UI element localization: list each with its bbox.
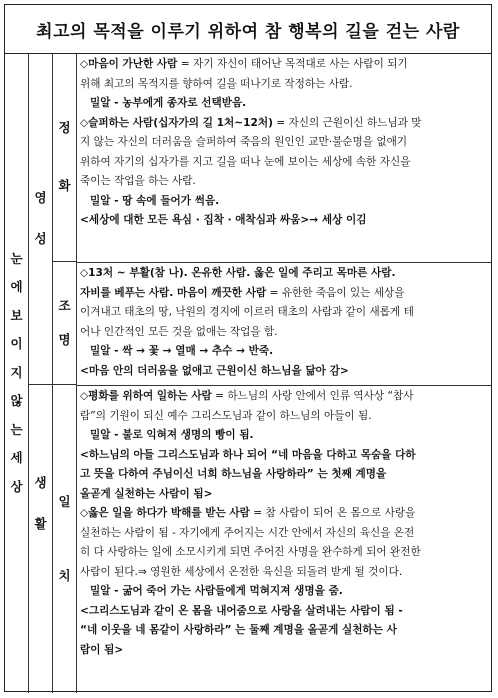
text-line: [80, 524, 487, 544]
vertical-label-char: 정: [58, 119, 71, 135]
line-heading: ◇슬퍼하는 사람(십자가의 길 1처~12처): [80, 116, 273, 129]
line-bold-text: 밀알 - 싹 → 꽃 → 열매 → 추수 → 반죽.: [90, 345, 274, 357]
line-text: = 하느님의 사랑 안에서 인류 역사상 “참사: [211, 390, 414, 402]
text-line: [80, 563, 487, 583]
content-table: [5, 53, 491, 691]
text-line: [80, 387, 487, 407]
vertical-label-char: 보: [10, 307, 23, 323]
line-bold-text: <하느님의 아들 그리스도님과 하나 되어 “네 마음을 다하고 목숨을 다하: [80, 448, 416, 461]
vertical-label-char: 상: [10, 478, 23, 494]
vertical-label-char: 명: [58, 332, 71, 347]
line-bold-text: 밀알 - 불로 익혀져 생명의 빵이 됨.: [90, 429, 254, 441]
text-line: [80, 94, 487, 114]
vertical-label-char: 영: [34, 190, 47, 205]
vertical-label-char: 에: [10, 279, 23, 295]
text-line: [80, 504, 487, 524]
vertical-label-char: 지: [10, 364, 23, 380]
category-cell-life: [29, 385, 53, 693]
line-text: 람”의 기원이 되신 예수 그리스도님과 같이 하느님의 아들이 됨.: [80, 409, 372, 422]
vertical-label-char: 눈: [10, 250, 23, 266]
vertical-label-char: 일: [58, 493, 71, 509]
line-bold-text: <그리스도님과 같이 온 몸을 내어줌으로 사랑을 살려내는 사람이 됨 -: [80, 604, 403, 617]
category-column-invisible-world: [5, 53, 29, 693]
text-line: [80, 303, 487, 323]
text-line: [80, 362, 487, 382]
line-text: 실천하는 사람이 됨 - 자기에게 주어지는 시간 안에서 자신의 육신을 온전: [80, 526, 415, 539]
text-line: [80, 426, 487, 446]
line-heading: ◇옳은 일을 하다가 박해를 받는 사람: [80, 507, 250, 519]
vertical-label-char: 치: [58, 568, 71, 583]
vertical-label-char: 세: [10, 450, 23, 466]
stage-label-illumination: [53, 262, 77, 385]
line-text: 사람이 된다.⇒ 영원한 세상에서 온전한 육신을 되돌려 받게 될 것이다.: [80, 565, 403, 578]
line-bold-text: 밀알 - 굶어 죽어 가는 사람들에게 먹혀지져 생명을 줌.: [90, 585, 343, 597]
line-text: = 참 사람이 되어 온 몸으로 사랑을: [249, 507, 416, 519]
text-line: [80, 582, 487, 602]
line-bold-text: <세상에 대한 모든 욕심 · 집착 · 애착심과 싸움>→ 세상 이김: [80, 214, 367, 226]
stage-label-union: [53, 385, 77, 693]
vertical-label-char: 않: [10, 393, 23, 409]
document-page: [4, 4, 492, 692]
line-text: = 유한한 죽음이 있는 세상을: [266, 286, 405, 299]
text-line: [80, 407, 487, 427]
line-heading: ◇마음이 가난한 사람: [80, 58, 178, 70]
line-text: = 자신의 근원이신 하느님과 맞: [272, 116, 422, 129]
line-heading: 자비를 베푸는 사람. 마음이 깨끗한 사람: [80, 286, 267, 299]
text-line: [80, 342, 487, 362]
line-text: 지 않는 자신의 더러움을 슬퍼하여 죽음의 원인인 교만·불순명을 없애기: [80, 136, 408, 148]
vertical-label-char: 는: [10, 421, 23, 437]
line-text: 이겨내고 태초의 땅, 낙원의 경지에 이르러 태초의 사람과 같이 새롭게 테: [80, 306, 414, 318]
line-text: 위해 최고의 목적지를 향하여 길을 떠나기로 작정하는 사람.: [80, 77, 353, 90]
line-bold-text: 올곧게 실천하는 사람이 됨>: [80, 487, 213, 500]
line-text: 위하여 자기의 십자가를 지고 길을 떠나 눈에 보이는 세상에 속한 자신을: [80, 155, 411, 168]
line-text: 죽이는 작업을 하는 사람.: [80, 175, 196, 187]
text-line: [80, 543, 487, 563]
text-line: [80, 641, 487, 661]
vertical-label-char: 성: [34, 230, 47, 246]
text-line: [80, 264, 487, 284]
category-cell-spirituality: [29, 53, 53, 385]
text-line: [80, 485, 487, 505]
text-line: [80, 133, 487, 153]
text-line: [80, 153, 487, 173]
page-title: 최고의 목적을 이루기 위하여 참 행복의 길을 걷는 사람: [5, 5, 491, 54]
vertical-label-char: 생: [34, 475, 47, 490]
line-text: 히 다 사랑하는 일에 소모시키게 되면 주어진 사명을 완수하게 되어 완전한: [80, 546, 421, 558]
text-line: [80, 284, 487, 304]
section-illumination-content: [77, 264, 491, 385]
line-heading: ◇평화를 위하여 일하는 사람: [80, 390, 212, 402]
text-line: [80, 211, 487, 231]
vertical-label-char: 조: [58, 297, 71, 313]
text-line: [80, 172, 487, 192]
text-line: [80, 55, 487, 75]
line-bold-text: “네 이웃을 네 몸같이 사랑하라” 는 둘째 계명을 올곧게 실천하는 사: [80, 624, 397, 636]
text-line: [80, 621, 487, 641]
stage-label-purification: [53, 53, 77, 262]
text-line: [80, 602, 487, 622]
section-purification-content: [77, 55, 491, 262]
text-line: [80, 192, 487, 212]
line-bold-text: 밀알 - 땅 속에 들어가 썩음.: [90, 194, 220, 207]
line-text: = 자기 자신이 태어난 목적대로 사는 사람이 되기: [177, 58, 408, 70]
line-bold-text: 고 뜻을 다하여 주님이신 너희 하느님을 사랑하라” 는 첫째 계명을: [80, 468, 387, 480]
text-line: [80, 446, 487, 466]
line-bold-text: 람이 됨>: [80, 643, 124, 656]
line-text: 어나 인간적인 모든 것을 없애는 작업을 함.: [80, 325, 278, 338]
text-line: [80, 114, 487, 134]
text-line: [80, 323, 487, 343]
vertical-label-char: 화: [58, 178, 71, 193]
vertical-label-char: 이: [10, 336, 23, 352]
vertical-label-char: 활: [34, 515, 47, 531]
text-line: [80, 465, 487, 485]
text-line: [80, 75, 487, 95]
section-union-content: [77, 387, 491, 691]
line-heading: ◇13처 ~ 부활(참 나). 온유한 사람. 옳은 일에 주리고 목마른 사람.: [80, 267, 396, 279]
line-bold-text: 밀알 - 농부에게 종자로 선택받음.: [90, 97, 247, 109]
line-bold-text: <마음 안의 더러움을 없애고 근원이신 하느님을 닮아 감>: [80, 364, 349, 377]
